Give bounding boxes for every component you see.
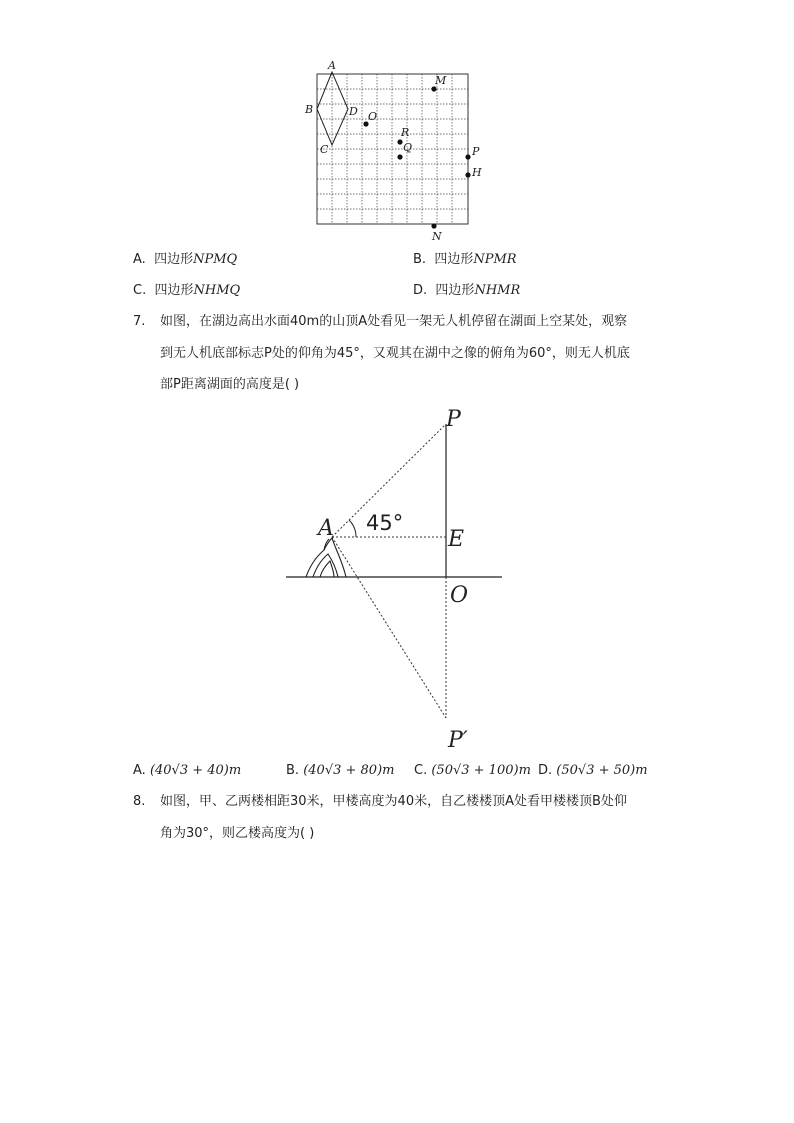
label-p: P [472,145,480,158]
label-m: M [435,74,447,87]
label-e: E [448,527,465,552]
label-c: C [320,143,329,156]
label-d: D [349,105,358,118]
q6-option-c: C. 四边形NHMQ [133,283,241,298]
label-n: N [432,230,442,243]
label-a: A [318,516,334,541]
label-a: A [328,59,336,72]
angle-arc [349,520,356,537]
label-p: P [446,407,461,432]
q7-option-b: B. (40√3 + 80)m [286,763,395,778]
point-r [397,139,402,144]
point-h [465,172,470,177]
q7-option-d: D. (50√3 + 50)m [538,763,648,778]
point-n [431,223,436,228]
q7-line-1: 如图，在湖边高出水面40m的山顶A处看见一架无人机停留在湖面上空某处，观察 [160,314,628,329]
label-h: H [472,166,482,179]
mountain-icon [306,538,346,577]
q6-option-d: D. 四边形NHMR [413,283,521,298]
label-q: Q [403,141,413,154]
q7-option-a: A. (40√3 + 40)m [133,763,242,778]
q8-number: 8. [133,794,146,809]
label-o: O [450,583,469,608]
q6-option-b: B. 四边形NPMR [413,252,517,267]
q7-figure [280,400,520,760]
q8-line-2: 角为30°，则乙楼高度为( ) [160,826,315,841]
q6-option-a: A. 四边形NPMQ [133,252,238,267]
q6-grid-figure [300,58,500,248]
label-r: R [401,126,410,139]
dotted-a-pprime [332,537,446,718]
label-o: O [368,110,378,123]
q7-line-2: 到无人机底部标志P处的仰角为45°，又观其在湖中之像的俯角为60°，则无人机底 [160,346,630,361]
point-p [465,154,470,159]
point-q [397,154,402,159]
q7-line-3: 部P距离湖面的高度是( ) [160,377,300,392]
angle-label: 45° [366,511,404,535]
q8-line-1: 如图，甲、乙两楼相距30米，甲楼高度为40米，自乙楼楼顶A处看甲楼楼顶B处仰 [160,794,627,809]
point-m [431,86,436,91]
grid-lines [317,74,468,224]
q7-option-c: C. (50√3 + 100)m [414,763,531,778]
label-b: B [305,103,314,116]
label-p-prime: P′ [448,728,468,753]
q7-number: 7. [133,314,146,329]
